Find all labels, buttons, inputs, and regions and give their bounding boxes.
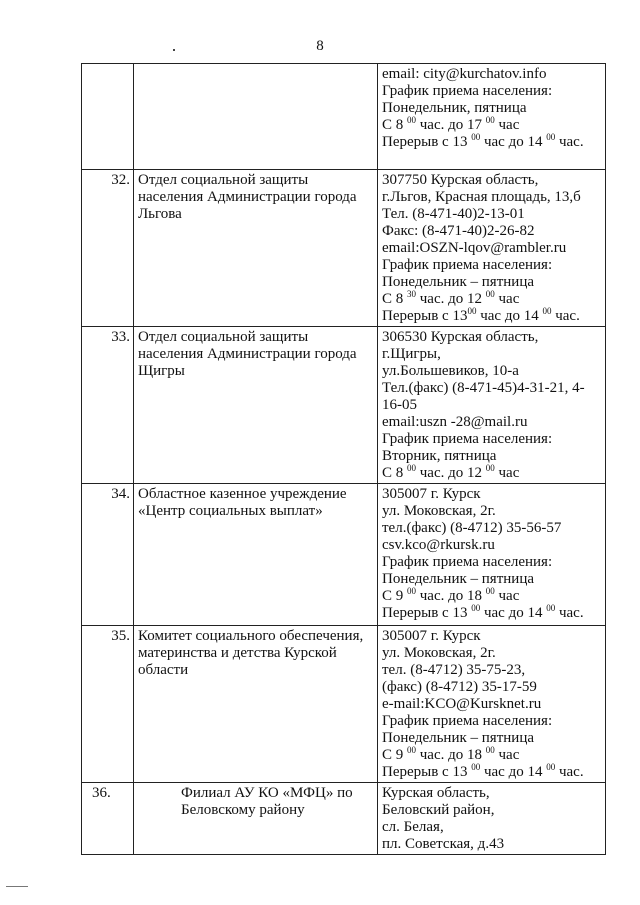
time-superscript: 00 xyxy=(485,586,495,596)
time-superscript: 00 xyxy=(407,115,417,125)
info-line xyxy=(382,291,602,308)
time-superscript: 00 xyxy=(485,745,495,755)
info-line: г.Льгов, Красная площадь, 13,б xyxy=(382,189,581,205)
row-number: 33. xyxy=(82,327,134,484)
time-superscript: 00 xyxy=(485,115,495,125)
scan-speck xyxy=(173,49,175,51)
info-line xyxy=(382,151,602,168)
info-line: сл. Белая, xyxy=(382,819,444,835)
time-superscript: 00 xyxy=(471,603,481,613)
info-text: С 8 xyxy=(382,117,408,133)
row-number xyxy=(82,64,134,170)
time-superscript: 00 xyxy=(407,463,417,473)
time-superscript: 00 xyxy=(485,463,495,473)
time-superscript: 00 xyxy=(471,132,481,142)
info-text: час. до 17 xyxy=(416,117,486,133)
info-text: час. до 12 xyxy=(416,465,486,481)
info-line xyxy=(382,465,602,482)
time-superscript: 00 xyxy=(471,762,481,772)
info-text: час xyxy=(494,588,520,604)
info-line: Тел. (8-471-40)2-13-01 xyxy=(382,206,525,222)
time-superscript: 00 xyxy=(407,745,417,755)
contact-info xyxy=(378,783,606,855)
info-line: Беловский район, xyxy=(382,802,495,818)
info-line xyxy=(382,588,602,605)
info-line: Курская область, xyxy=(382,785,490,801)
info-text: час xyxy=(494,291,520,307)
info-text: С 9 xyxy=(382,747,408,763)
time-superscript: 00 xyxy=(546,603,556,613)
info-line: ул. Моковская, 2г. xyxy=(382,503,496,519)
info-line: Тел.(факс) (8-471-45)4-31-21, 4-16-05 xyxy=(382,380,585,413)
institution-name: Отдел социальной защиты населения Администрации города Щигры xyxy=(134,327,378,484)
info-line: Факс: (8-471-40)2-26-82 xyxy=(382,223,535,239)
info-line: Понедельник – пятница xyxy=(382,730,534,746)
table-row xyxy=(82,327,606,484)
info-line: 305007 г. Курск xyxy=(382,628,481,644)
table-row xyxy=(82,64,606,170)
info-text: час xyxy=(494,117,520,133)
info-line: email:uszn -28@mail.ru xyxy=(382,414,528,430)
info-text: Перерыв с 13 xyxy=(382,308,468,324)
row-number: 35. xyxy=(82,626,134,783)
info-text: час. до 12 xyxy=(416,291,486,307)
info-line: email:OSZN-lqov@rambler.ru xyxy=(382,240,567,256)
contact-info xyxy=(378,170,606,327)
info-text: час. xyxy=(555,605,584,621)
time-superscript: 00 xyxy=(542,306,552,316)
info-line: Понедельник, пятница xyxy=(382,100,527,116)
time-superscript: 00 xyxy=(485,289,495,299)
info-text: час. до 18 xyxy=(416,747,486,763)
info-line: (факс) (8-4712) 35-17-59 xyxy=(382,679,537,695)
info-text: С 8 xyxy=(382,291,408,307)
contact-info xyxy=(378,626,606,783)
institution-name: Отдел социальной защиты населения Администрации города Льгова xyxy=(134,170,378,327)
info-text: час. xyxy=(555,134,584,150)
info-line: 306530 Курская область, xyxy=(382,329,539,345)
row-number: 32. xyxy=(82,170,134,327)
info-line: График приема населения: xyxy=(382,83,553,99)
info-line: Понедельник – пятница xyxy=(382,571,534,587)
contact-info xyxy=(378,327,606,484)
info-text: час. xyxy=(555,764,584,780)
info-line: тел. (8-4712) 35-75-23, xyxy=(382,662,526,678)
time-superscript: 30 xyxy=(407,289,417,299)
contact-info xyxy=(378,64,606,170)
info-line: ул.Большевиков, 10-а xyxy=(382,363,519,379)
info-line: email: city@kurchatov.info xyxy=(382,66,547,82)
institution-name: Филиал АУ КО «МФЦ» по Беловскому району xyxy=(134,783,378,855)
info-line: ул. Моковская, 2г. xyxy=(382,645,496,661)
info-text: час до 14 xyxy=(476,308,543,324)
table-row xyxy=(82,484,606,626)
contact-info xyxy=(378,484,606,626)
row-number: 36. xyxy=(82,783,134,855)
info-line: тел.(факс) (8-4712) 35-56-57 xyxy=(382,520,562,536)
info-text: Перерыв с 13 xyxy=(382,134,472,150)
info-line xyxy=(382,308,602,325)
info-line: 307750 Курская область, xyxy=(382,172,539,188)
info-text: час до 14 xyxy=(480,134,547,150)
info-text: час до 14 xyxy=(480,764,547,780)
time-superscript: 00 xyxy=(467,306,477,316)
info-line xyxy=(382,605,602,622)
scan-mark xyxy=(6,886,28,887)
table-row xyxy=(82,170,606,327)
info-line: График приема населения: xyxy=(382,713,553,729)
info-text: час до 14 xyxy=(480,605,547,621)
table-row xyxy=(82,783,606,855)
info-text: С 9 xyxy=(382,588,408,604)
info-line: e-mail:KCO@Kursknet.ru xyxy=(382,696,542,712)
info-text: С 8 xyxy=(382,465,408,481)
info-line: г.Щигры, xyxy=(382,346,441,362)
info-text: час xyxy=(494,465,520,481)
info-text: Перерыв с 13 xyxy=(382,764,472,780)
info-line: csv.kco@rkursk.ru xyxy=(382,537,495,553)
info-line: 305007 г. Курск xyxy=(382,486,481,502)
info-line: График приема населения: xyxy=(382,431,553,447)
info-text: Перерыв с 13 xyxy=(382,605,472,621)
info-line: График приема населения: xyxy=(382,257,553,273)
institutions-table xyxy=(81,63,606,855)
page-number: 8 xyxy=(316,38,324,54)
info-line: График приема населения: xyxy=(382,554,553,570)
info-line xyxy=(382,134,602,151)
time-superscript: 00 xyxy=(546,132,556,142)
info-text: час. xyxy=(551,308,580,324)
info-line xyxy=(382,747,602,764)
time-superscript: 00 xyxy=(407,586,417,596)
info-line: Вторник, пятница xyxy=(382,448,497,464)
table-row xyxy=(82,626,606,783)
info-text: час xyxy=(494,747,520,763)
info-line: Понедельник – пятница xyxy=(382,274,534,290)
info-line xyxy=(382,117,602,134)
institution-name: Областное казенное учреждение «Центр социальных выплат» xyxy=(134,484,378,626)
institution-name xyxy=(134,64,378,170)
info-text: час. до 18 xyxy=(416,588,486,604)
time-superscript: 00 xyxy=(546,762,556,772)
info-line xyxy=(382,764,602,781)
institution-name: Комитет социального обеспечения, материнства и детства Курской области xyxy=(134,626,378,783)
info-line: пл. Советская, д.43 xyxy=(382,836,505,852)
row-number: 34. xyxy=(82,484,134,626)
